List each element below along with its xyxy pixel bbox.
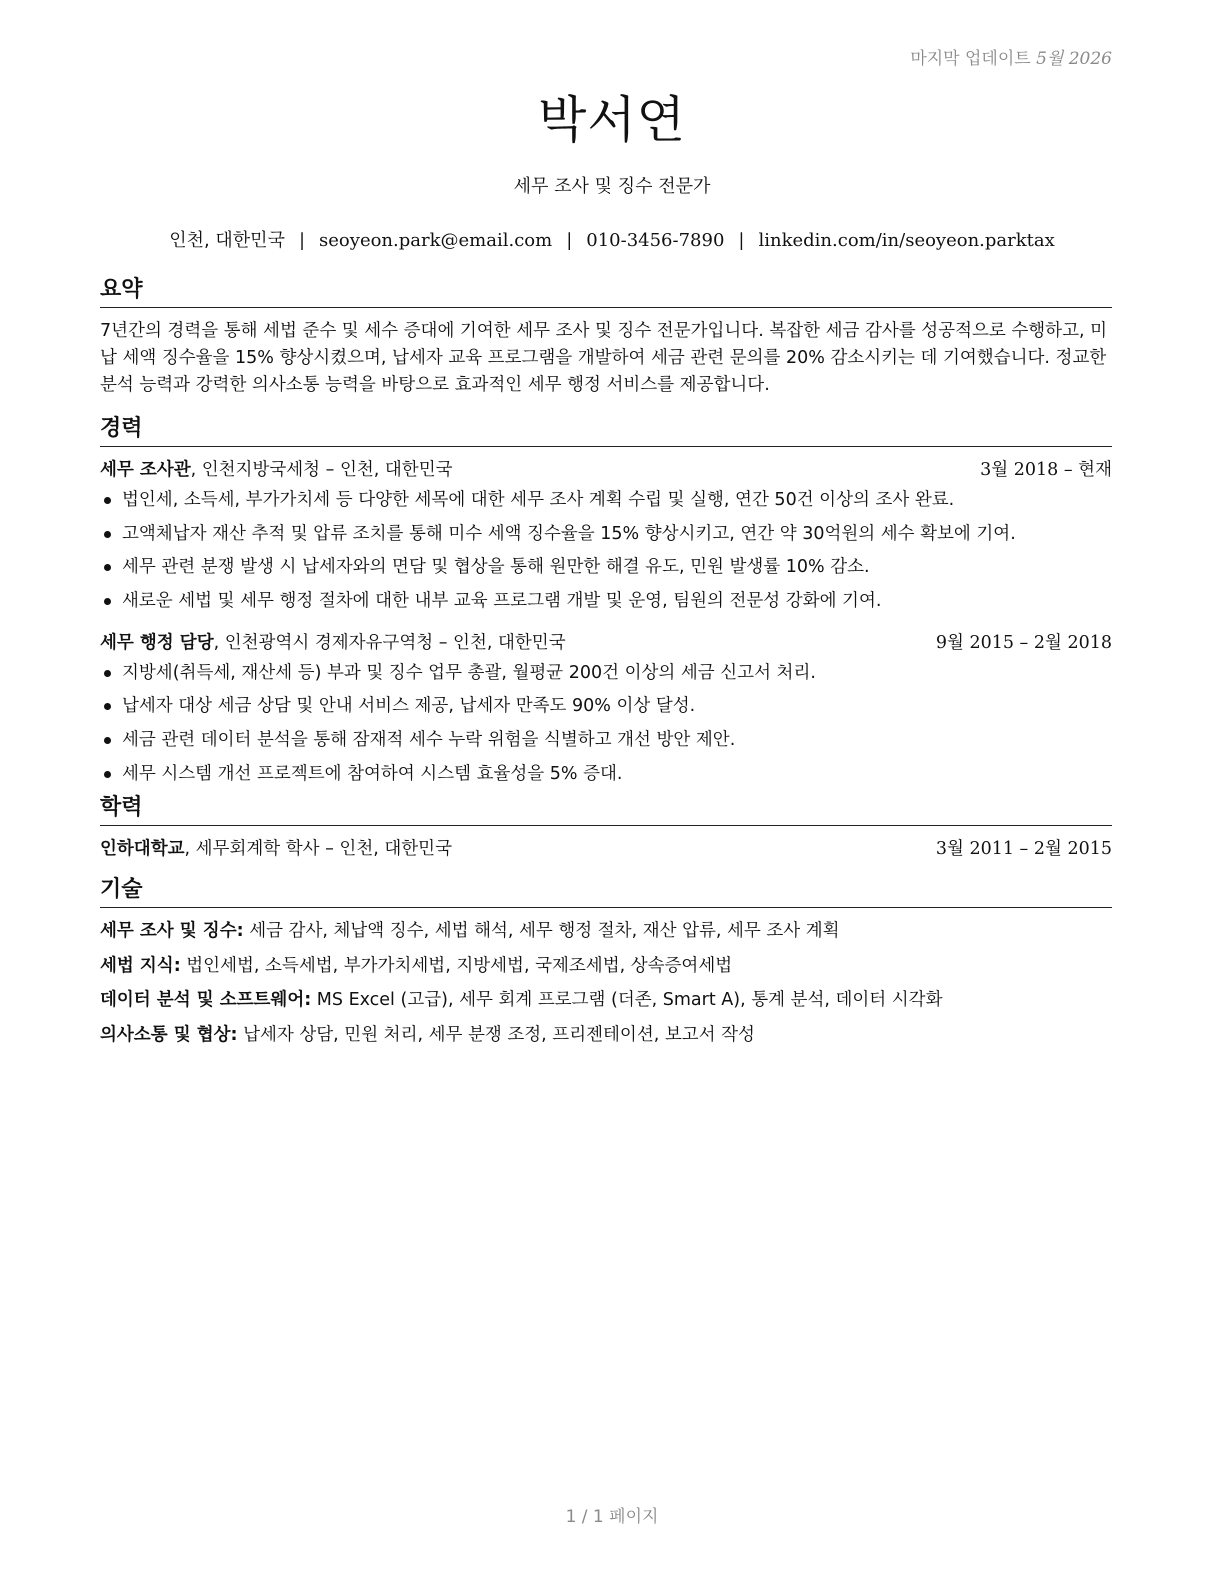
candidate-headline: 세무 조사 및 징수 전문가 (513, 176, 711, 197)
skill-row (100, 918, 1112, 944)
contact-linkedin[interactable]: linkedin.com/in/seoyeon.parktax (758, 230, 1055, 251)
education-dates: 3월 2011 – 2월 2015 (935, 839, 1112, 860)
skill-value: MS Excel (고급), 세무 회계 프로그램 (더존, Smart A), 통계 분석, 데이터 시각화 (311, 990, 943, 1011)
last-updated-label: 마지막 업데이트 (910, 49, 1031, 69)
bullet-text: 세무 관련 분쟁 발생 시 납세자와의 면담 및 협상을 통해 원만한 해결 유도, 민원 발생률 10% 감소. (122, 557, 870, 578)
job-dates: 3월 2018 – 현재 (980, 460, 1112, 480)
bullet-icon (104, 703, 111, 710)
job-bullets (100, 660, 1112, 787)
education-detail: , 세무회계학 학사 – 인천, 대한민국 (184, 839, 452, 860)
job-organization: , 인천광역시 경제자유구역청 – 인천, 대한민국 (213, 632, 566, 653)
job-entry (100, 457, 1112, 614)
job-entry (100, 630, 1112, 787)
bullet-icon (104, 598, 111, 605)
skill-value: 법인세법, 소득세법, 부가가치세법, 지방세법, 국제조세법, 상속증여세법 (180, 955, 733, 976)
job-title-line (100, 630, 566, 656)
bullet-text: 고액체납자 재산 추적 및 압류 조치를 통해 미수 세액 징수율을 15% 향상시키고, 연간 약 30억원의 세수 확보에 기여. (122, 523, 1016, 544)
list-item (100, 554, 1112, 580)
resume-body (100, 276, 1112, 1056)
list-item (100, 761, 1112, 787)
education-school: 인하대학교 (100, 839, 185, 860)
bullet-text: 새로운 세법 및 세무 행정 절차에 대한 내부 교육 프로그램 개발 및 운영, 팀원의 전문성 강화에 기여. (122, 590, 882, 611)
skill-label: 의사소통 및 협상: (100, 1024, 238, 1045)
skill-label: 데이터 분석 및 소프트웨어: (100, 990, 312, 1011)
bullet-text: 납세자 대상 세금 상담 및 안내 서비스 제공, 납세자 만족도 90% 이상 달성. (122, 696, 696, 717)
candidate-name: 박서연 (538, 91, 686, 149)
list-item (100, 660, 1112, 686)
page-number: 1 / 1 페이지 (565, 1507, 659, 1527)
contact-location: 인천, 대한민국 (169, 230, 285, 251)
skill-row (100, 987, 1112, 1013)
bullet-icon (104, 737, 111, 744)
education-heading: 학력 (100, 794, 1112, 826)
bullet-text: 법인세, 소득세, 부가가치세 등 다양한 세목에 대한 세무 조사 계획 수립 및 실행, 연간 50건 이상의 조사 완료. (122, 490, 955, 510)
job-title-line (100, 457, 453, 483)
skill-row (100, 1022, 1112, 1048)
skill-label: 세무 조사 및 징수: (100, 921, 244, 942)
list-item (100, 521, 1112, 547)
job-organization: , 인천지방국세청 – 인천, 대한민국 (190, 460, 453, 480)
bullet-text: 지방세(취득세, 재산세 등) 부과 및 징수 업무 총괄, 월평균 200건 이상의 세금 신고서 처리. (122, 662, 816, 683)
bullet-icon (104, 497, 111, 504)
last-updated-date: 5월 2026 (1036, 49, 1112, 69)
contact-separator: | (738, 230, 745, 251)
contact-separator: | (566, 230, 573, 251)
contact-phone: 010-3456-7890 (586, 230, 725, 251)
bullet-text: 세무 시스템 개선 프로젝트에 참여하여 시스템 효율성을 5% 증대. (122, 763, 623, 784)
skill-label: 세법 지식: (100, 955, 181, 976)
last-updated (910, 44, 1112, 69)
bullet-icon (104, 771, 111, 778)
job-header (100, 457, 1112, 483)
list-item (100, 588, 1112, 614)
list-item (100, 693, 1112, 719)
skill-value: 세금 감사, 체납액 징수, 세법 해석, 세무 행정 절차, 재산 압류, 세무 조사 계획 (243, 921, 840, 942)
job-dates: 9월 2015 – 2월 2018 (935, 632, 1112, 653)
bullet-icon (104, 670, 111, 677)
bullet-icon (104, 564, 111, 571)
bullet-text: 세금 관련 데이터 분석을 통해 잠재적 세수 누락 위험을 식별하고 개선 방안 제안. (122, 729, 736, 750)
skill-row (100, 953, 1112, 979)
job-header (100, 630, 1112, 656)
summary-heading: 요약 (100, 276, 1112, 308)
experience-heading: 경력 (100, 415, 1112, 447)
bullet-icon (104, 531, 111, 538)
skills-heading: 기술 (100, 876, 1112, 908)
job-bullets (100, 487, 1112, 614)
list-item (100, 487, 1112, 513)
list-item (100, 727, 1112, 753)
education-entry (100, 836, 1112, 862)
education-line (100, 836, 452, 862)
contact-line (0, 226, 1224, 252)
contact-separator: | (298, 230, 306, 251)
skill-value: 납세자 상담, 민원 처리, 세무 분쟁 조정, 프리젠테이션, 보고서 작성 (237, 1024, 755, 1045)
contact-email[interactable]: seoyeon.park@email.com (319, 230, 553, 251)
job-title: 세무 조사관 (100, 460, 191, 480)
job-title: 세무 행정 담당 (100, 632, 214, 653)
summary-text: 7년간의 경력을 통해 세법 준수 및 세수 증대에 기여한 세무 조사 및 징수 전문가입니다. 복잡한 세금 감사를 성공적으로 수행하고, 미납 세액 징수율을 15% 향상시켰으며, 납세자 교육 프로그램을 개발하여 세금 관련 문의를 20% 감소시키는 데 기여했습니다. 정교한 분석 능력과 강력한 의사소통 능력을 바탕으로 효과적인 세무 행정 서비스를 제공합니다. (100, 321, 1108, 395)
